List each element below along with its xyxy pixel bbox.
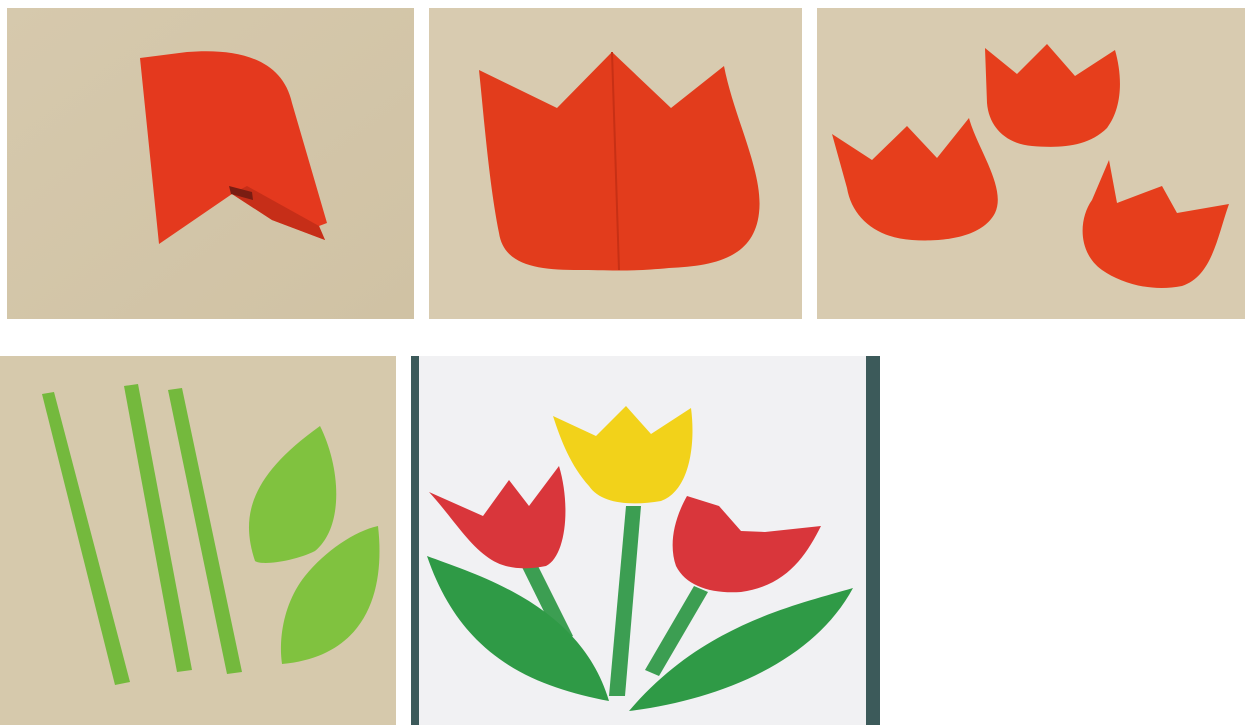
photo-unfolded-tulip xyxy=(429,8,802,319)
photo-stems-and-leaves xyxy=(0,356,396,725)
photo-folded-paper-cut xyxy=(7,8,414,319)
photo-three-blossoms xyxy=(817,8,1245,319)
photo-finished-collage xyxy=(411,356,880,725)
